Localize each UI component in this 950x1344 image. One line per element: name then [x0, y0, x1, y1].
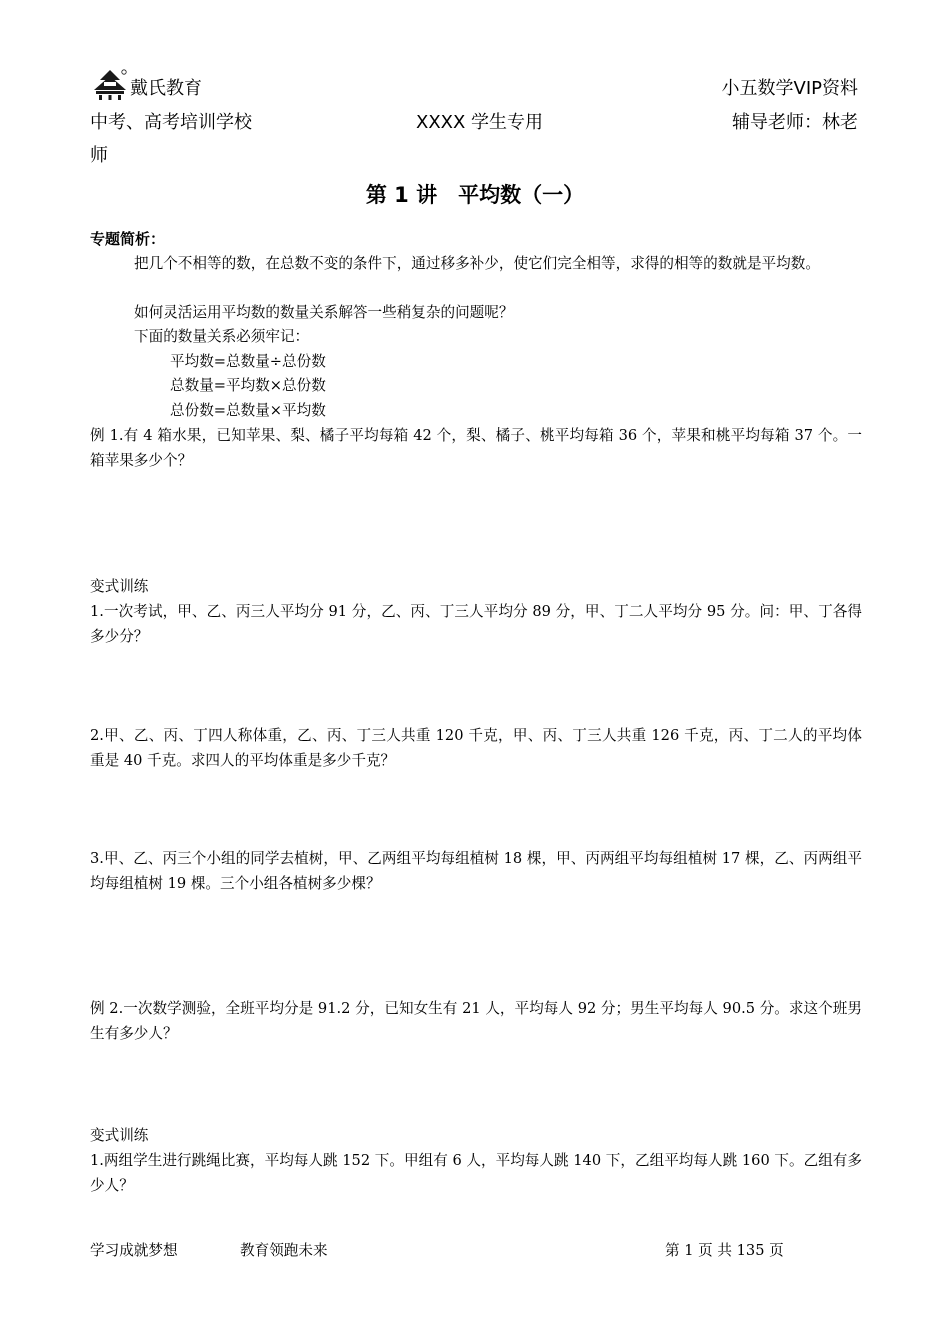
tutor-label-continued: 师 [90, 145, 108, 166]
course-label: 小五数学VIP资料 [721, 78, 858, 99]
logo-icon [90, 68, 130, 102]
page-number: 第 1 页 共 135 页 [665, 1242, 784, 1259]
intro-note: 下面的数量关系必须牢记： [134, 328, 310, 345]
footer-slogan: 教育领跑未来 [240, 1242, 328, 1259]
formula-line: 总份数=总数量×平均数 [170, 402, 326, 419]
page-title: 第 1 讲 平均数（一） [365, 183, 585, 207]
section-label: 专题简析： [90, 230, 166, 248]
formula-line: 平均数=总数量÷总份数 [170, 353, 326, 370]
school-name: 中考、高考培训学校 [90, 112, 252, 133]
example-1: 例 1.有 4 箱水果，已知苹果、梨、橘子平均每箱 42 个，梨、橘子、桃平均每箱 36 个，苹果和桃平均每箱 37 个。一箱苹果多少个？ [90, 427, 862, 469]
intro-question: 如何灵活运用平均数的数量关系解答一些稍复杂的问题呢？ [134, 304, 514, 321]
student-only-label: XXXX 学生专用 [416, 112, 544, 133]
formula-line: 总数量=平均数×总份数 [170, 377, 326, 394]
practice-label: 变式训练 [90, 578, 149, 595]
practice-question: 1.两组学生进行跳绳比赛，平均每人跳 152 下。甲组有 6 人，平均每人跳 140 下，乙组平均每人跳 160 下。乙组有多少人？ [90, 1152, 862, 1194]
practice-label: 变式训练 [90, 1127, 149, 1144]
practice-question: 1.一次考试，甲、乙、丙三人平均分 91 分，乙、丙、丁三人平均分 89 分，甲、丁二人平均分 95 分。问：甲、丁各得多少分？ [90, 603, 862, 645]
example-2: 例 2.一次数学测验，全班平均分是 91.2 分，已知女生有 21 人，平均每人 92 分；男生平均每人 90.5 分。求这个班男生有多少人？ [90, 1000, 862, 1042]
footer-slogan: 学习成就梦想 [90, 1242, 178, 1259]
practice-question: 2.甲、乙、丙、丁四人称体重，乙、丙、丁三人共重 120 千克，甲、丙、丁三人共重 126 千克，丙、丁二人的平均体重是 40 千克。求四人的平均体重是多少千克？ [90, 727, 862, 769]
intro-paragraph: 把几个不相等的数，在总数不变的条件下，通过移多补少，使它们完全相等，求得的相等的数就是平均数。 [134, 255, 820, 272]
practice-question: 3.甲、乙、丙三个小组的同学去植树，甲、乙两组平均每组植树 18 棵，甲、丙两组平均每组植树 17 棵，乙、丙两组平均每组植树 19 棵。三个小组各植树多少棵？ [90, 850, 862, 892]
tutor-label: 辅导老师：林老 [732, 112, 858, 133]
brand-name: 戴氏教育 [130, 78, 202, 99]
